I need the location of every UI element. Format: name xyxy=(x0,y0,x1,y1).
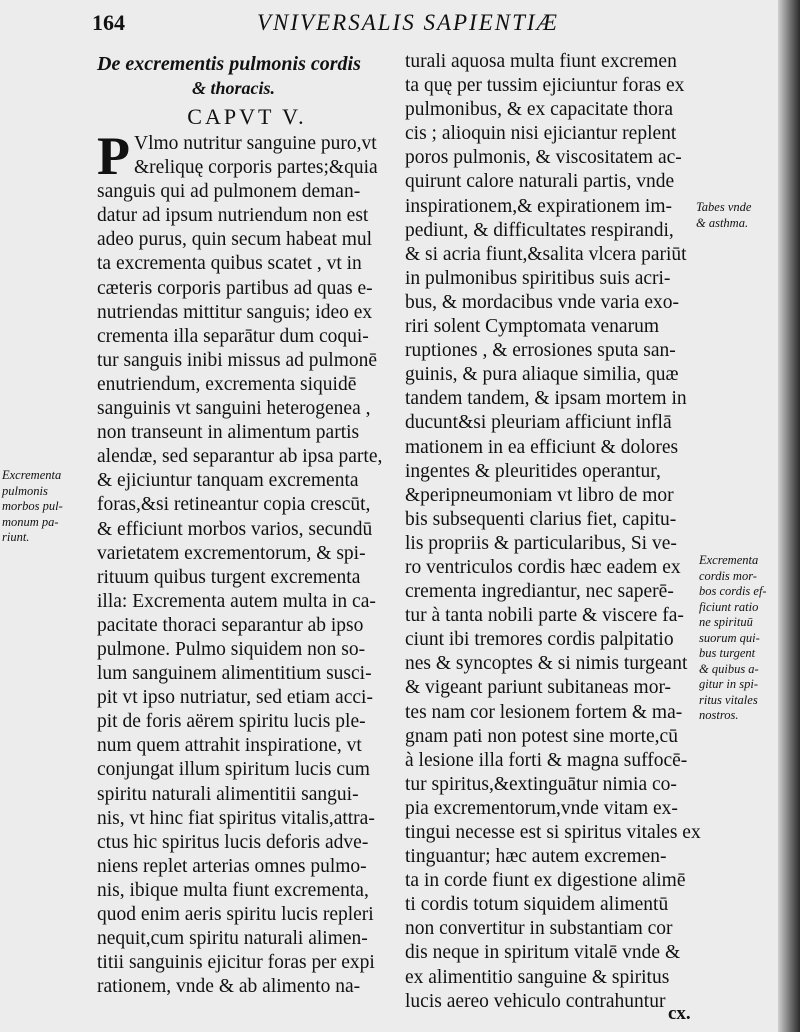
text-line: spiritu naturali alimentitii sangui- xyxy=(97,783,359,805)
text-line: titii sanguinis ejicitur foras per expi xyxy=(97,952,375,974)
text-line: pit de foris aërem spiritu lucis ple- xyxy=(97,711,366,733)
text-line: niens replet arterias omnes pulmo- xyxy=(97,855,367,877)
margin-note-left xyxy=(2,468,63,546)
text-line: num quem attrahit inspiratione, vt xyxy=(97,735,362,757)
text-line: mationem in ea efficiunt & dolores xyxy=(405,436,679,458)
chapter-title: CAPVT V. xyxy=(187,104,307,129)
margin-note-line: morbos pul- xyxy=(2,499,63,513)
margin-note-line: Excrementa xyxy=(699,553,759,567)
text-line: lum sanguinem alimentitium susci- xyxy=(97,663,372,685)
text-line: alendæ, sed separantur ab ipsa parte, xyxy=(97,446,383,468)
margin-note-line: Tabes vnde xyxy=(696,200,752,214)
text-line: nis, vt hinc fiat spiritus vitalis,attra- xyxy=(97,807,375,829)
text-line: crementa illa separātur dum coqui- xyxy=(97,325,369,347)
margin-note-line: cordis mor- xyxy=(699,568,757,583)
text-line: cæteris corporis partibus ad quas e- xyxy=(97,277,373,299)
right-column xyxy=(405,50,705,1014)
text-line: Vlmo nutritur sanguine puro,vt xyxy=(134,133,377,154)
text-line: sanguis qui ad pulmonem deman- xyxy=(97,181,361,203)
drop-cap: P xyxy=(97,126,130,186)
text-line: ctus hic spiritus lucis deforis adve- xyxy=(97,831,369,853)
text-line: ruptiones , & errosiones sputa san- xyxy=(405,340,676,362)
margin-note-line: monum pa- xyxy=(2,514,59,529)
margin-note-line: ritus vitales xyxy=(699,692,758,707)
text-line: pulmone. Pulmo siquidem non so- xyxy=(97,638,366,660)
margin-note-right-2 xyxy=(699,553,767,724)
text-line: lis propriis & particularibus, Si ve- xyxy=(405,532,677,554)
text-line: cis ; alioquin nisi ejiciantur replent xyxy=(405,123,677,145)
text-line: lucis aereo vehiculo contrahuntur xyxy=(405,990,666,1012)
running-title: VNIVERSALIS SAPIENTIÆ xyxy=(257,10,559,35)
text-line: ta excrementa quibus scatet , vt in xyxy=(97,253,362,275)
text-line: nutriendas mittitur sanguis; ideo ex xyxy=(97,301,373,323)
left-column xyxy=(97,52,397,999)
text-line: ingentes & pleuritides operantur, xyxy=(405,460,661,482)
text-line: rituum quibus turgent excrementa xyxy=(97,566,361,588)
text-line: & ejiciuntur tanquam excrementa xyxy=(97,470,359,492)
text-line: tur sanguis inibi missus ad pulmonē xyxy=(97,349,378,371)
text-line: nequit,cum spiritu naturali alimen- xyxy=(97,928,368,950)
page-number: 164 xyxy=(92,10,125,35)
text-line: pia excrementorum,vnde vitam ex- xyxy=(405,797,678,819)
text-line: ducunt&si pleuriam afficiunt inflā xyxy=(405,412,672,434)
text-line: pediunt, & difficultates respirandi, xyxy=(405,219,674,241)
text-line: à lesione illa forti & magna suffocē- xyxy=(405,749,688,771)
margin-note-line: bus turgent xyxy=(699,646,756,660)
text-line: dis neque in spiritum vitalē vnde & xyxy=(405,942,681,964)
text-line: pacitate thoraci separantur ab ipso xyxy=(97,614,364,636)
margin-note-line: pulmonis xyxy=(2,483,48,498)
left-column-text xyxy=(97,126,397,999)
margin-note-right-1 xyxy=(696,200,751,231)
margin-note-line: Excrementa xyxy=(2,468,62,482)
text-line: adeo purus, quin secum habeat mul xyxy=(97,229,373,251)
margin-note-line: riunt. xyxy=(2,530,30,544)
text-line: quirunt calore naturali partis, vnde xyxy=(405,171,675,193)
text-line: nis, ibique multa fiunt excrementa, xyxy=(97,879,369,901)
text-line: quod enim aeris spiritu lucis repleri xyxy=(97,904,374,925)
text-line: inspirationem,& expirationem im- xyxy=(405,195,672,217)
text-line: non transeunt in alimentum partis xyxy=(97,422,360,444)
chapter-heading-line-1: De excrementis pulmonis cordis xyxy=(97,53,361,75)
margin-note-line: ne spirituū xyxy=(699,615,753,629)
right-column-text xyxy=(405,50,705,1014)
text-line: rationem, vnde & ab alimento na- xyxy=(97,976,361,998)
text-line: pit vt ipso nutriatur, sed etiam acci- xyxy=(97,687,373,709)
text-line: non convertitur in substantiam cor xyxy=(405,918,673,940)
text-line: tur spiritus,&extinguātur nimia co- xyxy=(405,773,677,795)
text-line: bus, & mordacibus vnde varia exo- xyxy=(405,291,680,313)
text-line: tur à tanta nobili parte & viscere fa- xyxy=(405,605,684,627)
text-line: conjungat illum spiritum lucis cum xyxy=(97,759,370,781)
text-line: varietatem excrementorum, & spi- xyxy=(97,542,366,564)
text-line: & si acria fiunt,&salita vlcera pariūt xyxy=(405,243,687,265)
text-line: bis subsequenti clarius fiet, capitu- xyxy=(405,508,677,530)
text-line: ta in corde fiunt ex digestione alimē xyxy=(405,870,686,892)
margin-note-line: & asthma. xyxy=(696,215,749,230)
text-line: &peripneumoniam vt libro de mor xyxy=(405,484,674,506)
margin-note-line: & quibus a- xyxy=(699,661,759,676)
text-line: &reliquę corporis partes;&quia xyxy=(134,157,378,179)
text-line: pulmonibus, & ex capacitate thora xyxy=(405,99,674,121)
text-line: turali aquosa multa fiunt excremen xyxy=(405,51,677,72)
text-line: ti cordis totum siquidem alimentū xyxy=(405,894,669,916)
text-line: tandem tandem, & ipsam mortem in xyxy=(405,388,687,410)
text-line: ciunt ibi tremores cordis palpitatio xyxy=(405,629,674,651)
text-line: foras,&si retineantur copia crescūt, xyxy=(97,494,371,516)
margin-note-line: ficiunt ratio xyxy=(699,599,759,614)
text-line: ex alimentitio sanguine & spiritus xyxy=(405,966,670,988)
catchword: cx. xyxy=(668,1003,691,1024)
margin-note-line: suorum qui- xyxy=(699,630,760,645)
text-line: & vigeant pariunt subitaneas mor- xyxy=(405,677,672,699)
margin-note-line: bos cordis ef- xyxy=(699,584,767,598)
margin-note-line: nostros. xyxy=(699,708,739,722)
text-line: gnam pati non potest sine morte,cū xyxy=(405,725,678,747)
text-line: illa: Excrementa autem multa in ca- xyxy=(97,590,376,612)
text-line: ro ventriculos cordis hæc eadem ex xyxy=(405,556,681,578)
text-line: ta quę per tussim ejiciuntur foras ex xyxy=(405,75,685,97)
text-line: riri solent Cymptomata venarum xyxy=(405,316,659,338)
chapter-heading-line-2: & thoracis. xyxy=(192,78,276,98)
text-line: sanguinis vt sanguini heterogenea , xyxy=(97,398,371,420)
text-line: & efficiunt morbos varios, secundū xyxy=(97,518,373,540)
text-line: tes nam cor lesionem fortem & ma- xyxy=(405,701,683,723)
text-line: guinis, & pura aliaque similia, quæ xyxy=(405,364,679,386)
text-line: tingui necesse est si spiritus vitales ex xyxy=(405,822,701,843)
text-line: datur ad ipsum nutriendum non est xyxy=(97,205,369,227)
margin-note-line: gitur in spi- xyxy=(699,677,759,691)
text-line: in pulmonibus spiritibus suis acri- xyxy=(405,267,671,289)
text-line: nes & syncoptes & si nimis turgeant xyxy=(405,653,688,675)
text-line: tinguantur; hæc autem excremen- xyxy=(405,846,667,868)
page-header xyxy=(92,10,762,40)
text-line: enutriendum, excrementa siquidē xyxy=(97,373,357,395)
text-line: crementa ingrediantur, nec saperē- xyxy=(405,581,674,603)
page-gutter-shadow xyxy=(778,0,800,1032)
text-line: poros pulmonis, & viscositatem ac- xyxy=(405,147,682,169)
